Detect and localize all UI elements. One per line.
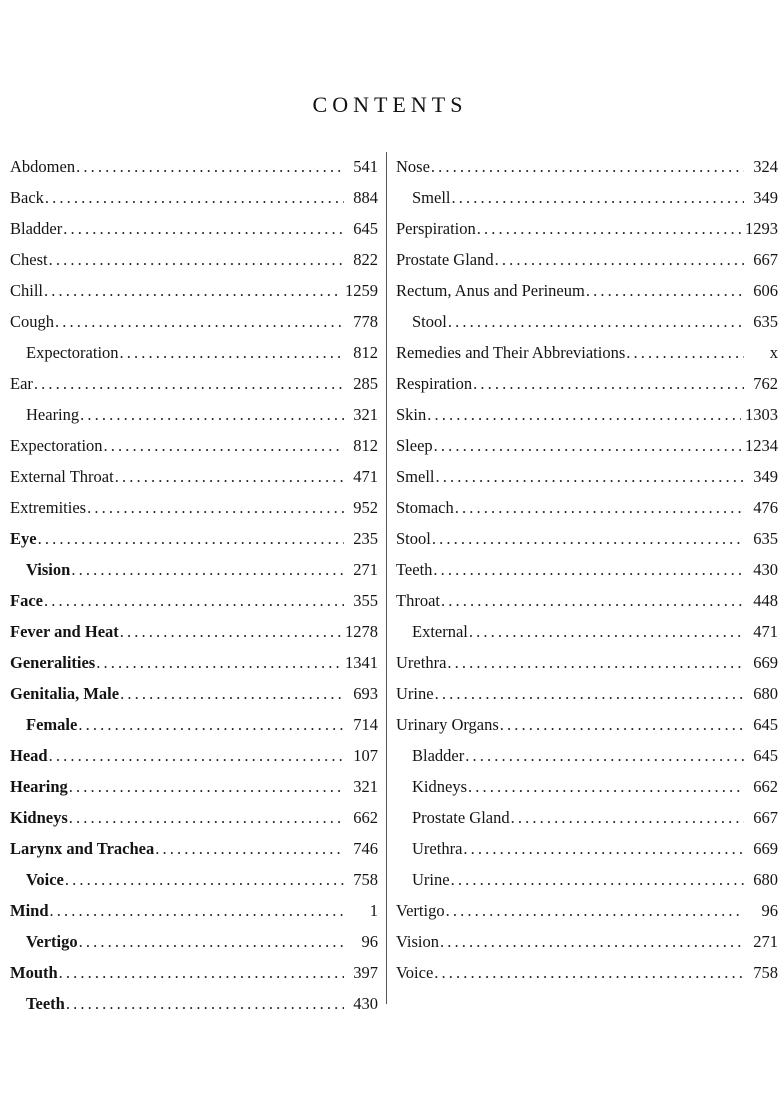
toc-entry-page-number: 746 <box>353 839 378 858</box>
toc-entry-page-number: 271 <box>753 932 778 951</box>
toc-entry[interactable] <box>10 833 378 864</box>
toc-entry-label: Stomach <box>396 498 454 517</box>
toc-entry-label: Mouth <box>10 963 58 982</box>
toc-entry-page-number: 321 <box>353 777 378 796</box>
toc-entry-page-number: 1303 <box>745 405 778 424</box>
dot-leader <box>477 213 741 244</box>
toc-entry[interactable] <box>396 151 778 182</box>
toc-entry-page-number: 96 <box>761 901 778 920</box>
toc-entry[interactable] <box>10 895 378 926</box>
toc-entry-label: Expectoration <box>10 436 103 455</box>
dot-leader <box>71 554 344 585</box>
toc-entry-page-number: 662 <box>353 808 378 827</box>
toc-entry-page-number: 667 <box>753 808 778 827</box>
dot-leader <box>49 244 344 275</box>
toc-entry-page-number: 812 <box>353 436 378 455</box>
dot-leader <box>448 306 744 337</box>
toc-entry-label: Teeth <box>26 994 65 1013</box>
toc-entry[interactable] <box>10 616 378 647</box>
dot-leader <box>69 802 344 833</box>
toc-entry-page-number: 635 <box>753 312 778 331</box>
toc-entry-label: Ear <box>10 374 33 393</box>
toc-entry[interactable] <box>10 244 378 275</box>
toc-entry[interactable] <box>10 430 378 461</box>
dot-leader <box>59 957 344 988</box>
dot-leader <box>465 740 744 771</box>
dot-leader <box>76 151 344 182</box>
toc-entry-page-number: 669 <box>753 653 778 672</box>
toc-entry-page-number: 645 <box>753 715 778 734</box>
contents-column-left <box>10 151 378 1019</box>
toc-entry[interactable] <box>396 616 778 647</box>
toc-entry-label: Urine <box>396 684 434 703</box>
toc-entry-label: Chill <box>10 281 44 300</box>
toc-entry-label: Vertigo <box>26 932 78 951</box>
toc-entry-page-number: 430 <box>753 560 778 579</box>
dot-leader <box>447 647 744 678</box>
dot-leader <box>586 275 744 306</box>
toc-entry[interactable] <box>396 926 778 957</box>
toc-entry[interactable] <box>396 740 778 771</box>
toc-entry-page-number: 606 <box>753 281 778 300</box>
dot-leader <box>434 430 741 461</box>
toc-entry[interactable] <box>396 895 778 926</box>
toc-entry-page-number: 476 <box>753 498 778 517</box>
toc-entry[interactable] <box>396 275 778 306</box>
toc-entry-label: Head <box>10 746 48 765</box>
toc-entry-page-number: 541 <box>353 157 378 176</box>
toc-entry[interactable] <box>396 244 778 275</box>
toc-entry-page-number: 397 <box>353 963 378 982</box>
toc-entry-label: Vision <box>26 560 71 579</box>
toc-entry[interactable] <box>10 647 378 678</box>
toc-entry[interactable] <box>396 585 778 616</box>
dot-leader <box>120 616 341 647</box>
toc-entry-label: Skin <box>396 405 427 424</box>
toc-entry-page-number: 822 <box>353 250 378 269</box>
dot-leader <box>115 461 344 492</box>
toc-entry-label: Kidneys <box>412 777 467 796</box>
toc-entry[interactable] <box>396 399 778 430</box>
toc-entry-label: Nose <box>396 157 430 176</box>
toc-entry[interactable] <box>10 926 378 957</box>
dot-leader <box>432 523 744 554</box>
toc-entry-label: Voice <box>396 963 434 982</box>
toc-entry-page-number: 1259 <box>345 281 378 300</box>
toc-entry-label: Urine <box>412 870 450 889</box>
dot-leader <box>45 182 344 213</box>
toc-entry[interactable] <box>396 182 778 213</box>
dot-leader <box>468 771 744 802</box>
toc-entry-page-number: 1278 <box>345 622 378 641</box>
toc-entry-label: External <box>412 622 468 641</box>
toc-entry-label: Cough <box>10 312 55 331</box>
toc-entry[interactable] <box>396 337 778 368</box>
dot-leader <box>500 709 744 740</box>
toc-entry[interactable] <box>10 368 378 399</box>
dot-leader <box>433 554 744 585</box>
toc-entry-page-number: 430 <box>353 994 378 1013</box>
toc-entry-label: Bladder <box>412 746 465 765</box>
toc-entry-page-number: 693 <box>353 684 378 703</box>
toc-entry-page-number: 96 <box>361 932 378 951</box>
toc-entry[interactable] <box>396 957 778 988</box>
toc-entry[interactable] <box>10 213 378 244</box>
toc-entry-label: Hearing <box>26 405 80 424</box>
toc-entry-page-number: 680 <box>753 870 778 889</box>
toc-entry-page-number: 778 <box>353 312 378 331</box>
toc-entry-label: Sleep <box>396 436 433 455</box>
dot-leader <box>440 926 744 957</box>
toc-entry-label: Mind <box>10 901 49 920</box>
toc-entry-page-number: 349 <box>753 188 778 207</box>
toc-entry-page-number: 355 <box>353 591 378 610</box>
toc-entry-page-number: 680 <box>753 684 778 703</box>
dot-leader <box>69 771 344 802</box>
toc-entry[interactable] <box>10 337 378 368</box>
toc-entry-page-number: 271 <box>353 560 378 579</box>
toc-entry-label: Vision <box>396 932 440 951</box>
toc-entry[interactable] <box>396 492 778 523</box>
toc-entry[interactable] <box>396 461 778 492</box>
toc-entry-label: Throat <box>396 591 440 610</box>
dot-leader <box>435 678 744 709</box>
toc-entry[interactable] <box>10 523 378 554</box>
toc-entry-page-number: 645 <box>353 219 378 238</box>
toc-entry-label: Urethra <box>396 653 447 672</box>
dot-leader <box>38 523 344 554</box>
toc-entry-page-number: 448 <box>753 591 778 610</box>
dot-leader <box>66 988 344 1019</box>
toc-entry-page-number: 235 <box>353 529 378 548</box>
toc-entry-label: Respiration <box>396 374 473 393</box>
toc-entry[interactable] <box>10 740 378 771</box>
toc-entry-label: Perspiration <box>396 219 476 238</box>
toc-entry-label: Chest <box>10 250 48 269</box>
dot-leader <box>431 151 744 182</box>
toc-entry-label: Urinary Organs <box>396 715 499 734</box>
dot-leader <box>65 864 344 895</box>
dot-leader <box>455 492 744 523</box>
toc-entry[interactable] <box>10 461 378 492</box>
toc-entry[interactable] <box>10 151 378 182</box>
toc-entry-label: Remedies and Their Abbreviations <box>396 343 626 362</box>
toc-entry-label: Smell <box>396 467 435 486</box>
dot-leader <box>120 678 344 709</box>
toc-entry[interactable] <box>396 554 778 585</box>
toc-entry-label: Fever and Heat <box>10 622 119 641</box>
toc-entry-label: Kidneys <box>10 808 68 827</box>
contents-column-right <box>396 151 778 988</box>
toc-entry-label: Bladder <box>10 219 63 238</box>
toc-entry[interactable] <box>396 802 778 833</box>
dot-leader <box>80 399 344 430</box>
dot-leader <box>79 926 344 957</box>
toc-entry-label: Teeth <box>396 560 433 579</box>
toc-entry-label: Rectum, Anus and Perineum <box>396 281 585 300</box>
toc-entry-page-number: 758 <box>753 963 778 982</box>
toc-entry[interactable] <box>10 492 378 523</box>
toc-entry[interactable] <box>10 678 378 709</box>
toc-entry-label: Face <box>10 591 43 610</box>
toc-entry-page-number: 349 <box>753 467 778 486</box>
toc-entry-page-number: 324 <box>753 157 778 176</box>
toc-entry[interactable] <box>396 368 778 399</box>
toc-entry-page-number: x <box>769 343 778 362</box>
toc-entry-label: Smell <box>412 188 451 207</box>
dot-leader <box>78 709 344 740</box>
toc-entry-page-number: 285 <box>353 374 378 393</box>
dot-leader <box>55 306 344 337</box>
toc-entry-label: Back <box>10 188 44 207</box>
toc-entry[interactable] <box>10 864 378 895</box>
dot-leader <box>50 895 344 926</box>
dot-leader <box>44 275 341 306</box>
dot-leader <box>155 833 344 864</box>
toc-entry-label: Female <box>26 715 78 734</box>
toc-entry-page-number: 1 <box>369 901 378 920</box>
dot-leader <box>434 957 744 988</box>
toc-entry[interactable] <box>10 957 378 988</box>
dot-leader <box>104 430 344 461</box>
toc-entry-page-number: 1234 <box>745 436 778 455</box>
dot-leader <box>63 213 344 244</box>
toc-entry-label: Expectoration <box>26 343 119 362</box>
dot-leader <box>427 399 741 430</box>
dot-leader <box>34 368 344 399</box>
dot-leader <box>49 740 344 771</box>
column-divider <box>386 152 387 1004</box>
page-title: CONTENTS <box>312 92 468 117</box>
toc-entry[interactable] <box>396 306 778 337</box>
toc-entry[interactable] <box>396 864 778 895</box>
toc-entry[interactable] <box>396 771 778 802</box>
toc-entry[interactable] <box>10 306 378 337</box>
toc-entry-label: Vertigo <box>396 901 445 920</box>
dot-leader <box>451 864 744 895</box>
toc-entry-label: Urethra <box>412 839 463 858</box>
toc-entry-label: Prostate Gland <box>396 250 494 269</box>
toc-entry[interactable] <box>10 988 378 1019</box>
toc-entry-page-number: 1293 <box>745 219 778 238</box>
toc-entry-page-number: 662 <box>753 777 778 796</box>
toc-entry[interactable] <box>396 678 778 709</box>
toc-entry-page-number: 645 <box>753 746 778 765</box>
dot-leader <box>44 585 344 616</box>
toc-entry-page-number: 1341 <box>345 653 378 672</box>
dot-leader <box>495 244 744 275</box>
dot-leader <box>441 585 744 616</box>
toc-entry[interactable] <box>396 430 778 461</box>
toc-entry-page-number: 107 <box>353 746 378 765</box>
toc-entry[interactable] <box>10 709 378 740</box>
toc-entry[interactable] <box>10 554 378 585</box>
toc-entry-page-number: 952 <box>353 498 378 517</box>
toc-entry-page-number: 884 <box>353 188 378 207</box>
toc-entry-label: Stool <box>412 312 447 331</box>
toc-entry-page-number: 471 <box>753 622 778 641</box>
toc-entry-label: Prostate Gland <box>412 808 510 827</box>
dot-leader <box>473 368 744 399</box>
dot-leader <box>452 182 744 213</box>
dot-leader <box>120 337 344 368</box>
toc-entry[interactable] <box>10 275 378 306</box>
toc-entry-label: Stool <box>396 529 431 548</box>
toc-entry[interactable] <box>10 182 378 213</box>
toc-entry[interactable] <box>396 647 778 678</box>
toc-entry[interactable] <box>10 802 378 833</box>
toc-entry-page-number: 762 <box>753 374 778 393</box>
toc-entry-label: Eye <box>10 529 37 548</box>
dot-leader <box>469 616 744 647</box>
dot-leader <box>463 833 744 864</box>
toc-entry-page-number: 669 <box>753 839 778 858</box>
toc-entry-label: External Throat <box>10 467 114 486</box>
toc-entry[interactable] <box>396 833 778 864</box>
toc-entry[interactable] <box>10 771 378 802</box>
toc-entry-page-number: 714 <box>353 715 378 734</box>
toc-entry[interactable] <box>396 523 778 554</box>
toc-entry-label: Generalities <box>10 653 96 672</box>
dot-leader <box>446 895 744 926</box>
toc-entry-page-number: 758 <box>353 870 378 889</box>
toc-entry-page-number: 812 <box>353 343 378 362</box>
dot-leader <box>511 802 744 833</box>
toc-entry-label: Larynx and Trachea <box>10 839 155 858</box>
toc-entry-label: Voice <box>26 870 64 889</box>
toc-entry-label: Abdomen <box>10 157 76 176</box>
dot-leader <box>87 492 344 523</box>
dot-leader <box>436 461 744 492</box>
toc-entry-label: Extremities <box>10 498 87 517</box>
toc-entry-page-number: 635 <box>753 529 778 548</box>
toc-entry[interactable] <box>396 709 778 740</box>
toc-entry[interactable] <box>10 399 378 430</box>
toc-entry-label: Genitalia, Male <box>10 684 120 703</box>
dot-leader <box>626 337 744 368</box>
toc-entry[interactable] <box>396 213 778 244</box>
toc-entry-page-number: 667 <box>753 250 778 269</box>
toc-entry-page-number: 321 <box>353 405 378 424</box>
toc-entry[interactable] <box>10 585 378 616</box>
toc-entry-page-number: 471 <box>353 467 378 486</box>
dot-leader <box>96 647 341 678</box>
toc-entry-label: Hearing <box>10 777 68 796</box>
